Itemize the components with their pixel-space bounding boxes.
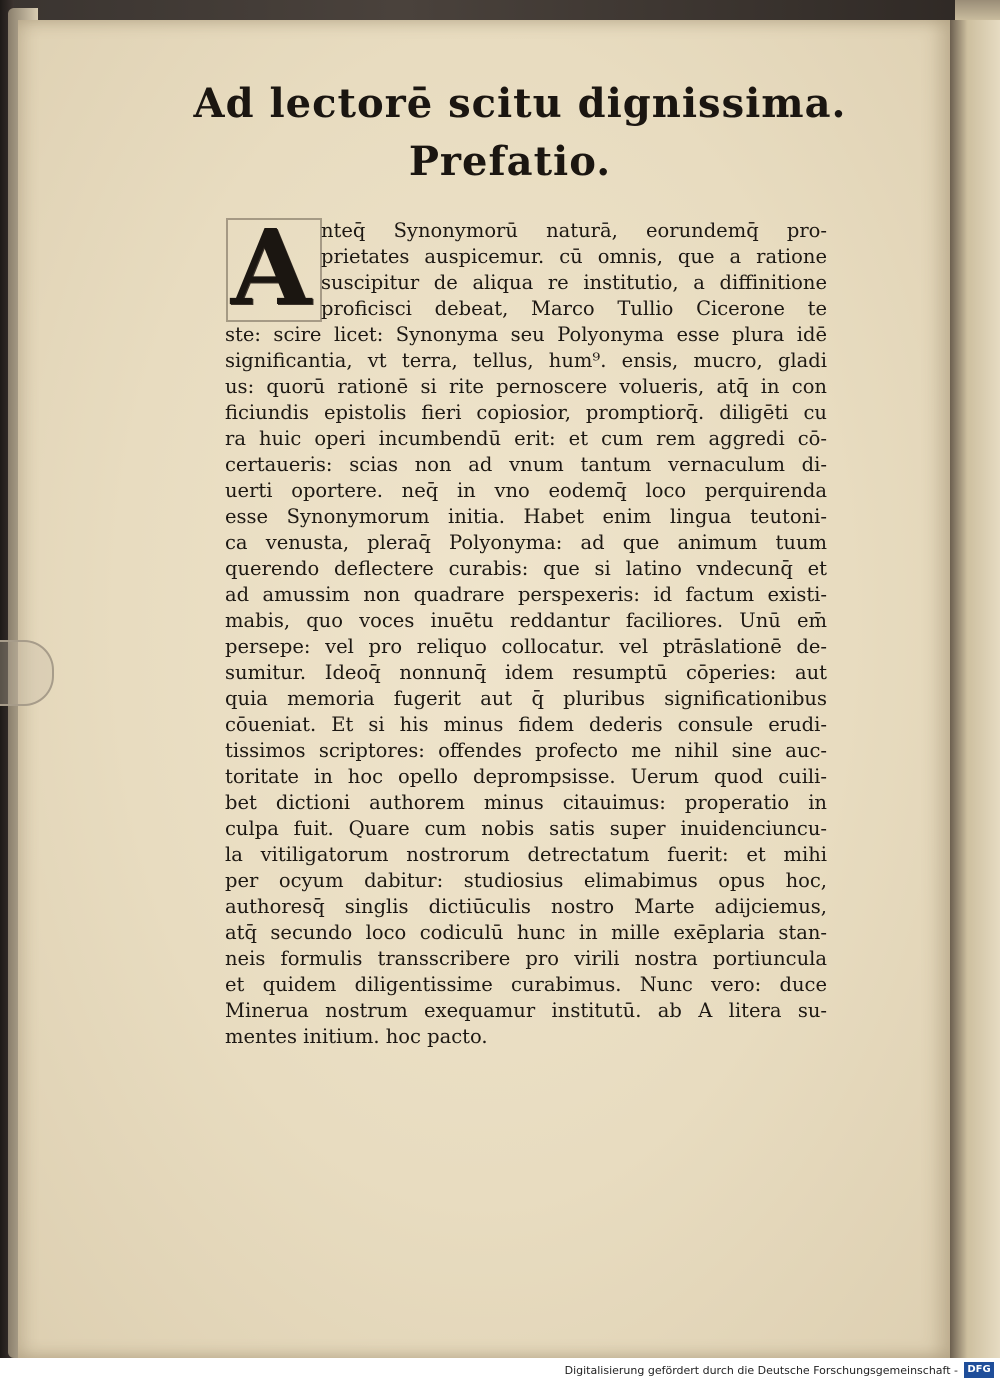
heading-line-1: Ad lectorē scitu dignissima. bbox=[193, 80, 847, 127]
text-line: ste: scire licet: Synonyma seu Polyonyma esse plura idē bbox=[225, 323, 827, 346]
text-line: mabis, quo voces inuētu reddantur faciliores. Unū em̄ bbox=[225, 609, 827, 632]
text-line: uerti oportere. neq̄ in vno eodemq̄ loco perquirenda bbox=[225, 479, 827, 502]
dfg-logo: DFG bbox=[964, 1362, 994, 1378]
text-line: prietates auspicemur. cū omnis, que a ratione bbox=[321, 245, 827, 268]
text-line: persepe: vel pro reliquo collocatur. vel ptrāslationē de- bbox=[225, 635, 827, 658]
text-line: suscipitur de aliqua re institutio, a diffinitione bbox=[321, 271, 827, 294]
text-line: authoresq̄ singlis dictiūculis nostro Marte adijciemus, bbox=[225, 895, 827, 918]
text-line: us: quorū rationē si rite pernoscere volueris, atq̄ in con bbox=[225, 375, 827, 398]
text-line: sumitur. Ideoq̄ nonnunq̄ idem resumptū cōperies: aut bbox=[225, 661, 827, 684]
page-edge-right bbox=[950, 20, 1000, 1358]
text-line: proficisci debeat, Marco Tullio Cicerone te bbox=[321, 297, 827, 320]
text-line: et quidem diligentissime curabimus. Nunc vero: duce bbox=[225, 973, 827, 996]
text-line: la vitiligatorum nostrorum detrectatum fuerit: et mihi bbox=[225, 843, 827, 866]
text-line: Minerua nostrum exequamur institutū. ab A litera su- bbox=[225, 999, 827, 1022]
text-line: atq̄ secundo loco codiculū hunc in mille exēplaria stan- bbox=[225, 921, 827, 944]
clasp-shape bbox=[0, 640, 54, 706]
text-line: significantia, vt terra, tellus, hum⁹. ensis, mucro, gladi bbox=[225, 349, 827, 372]
text-line: querendo deflectere curabis: que si latino vndecunq̄ et bbox=[225, 557, 827, 580]
funding-credit: Digitalisierung gefördert durch die Deutsche Forschungsgemeinschaft - bbox=[564, 1364, 958, 1377]
text-line: nteq̄ Synonymorū naturā, eorundemq̄ pro- bbox=[321, 219, 827, 242]
text-line: per ocyum dabitur: studiosius elimabimus opus hoc, bbox=[225, 869, 827, 892]
text-line: certaueris: scias non ad vnum tantum vernaculum di- bbox=[225, 453, 827, 476]
heading-line-2: Prefatio. bbox=[408, 138, 612, 185]
page-heading bbox=[0, 78, 1000, 188]
text-line: cōueniat. Et si his minus fidem dederis consule erudi- bbox=[225, 713, 827, 736]
text-line: bet dictioni authorem minus citauimus: properatio in bbox=[225, 791, 827, 814]
text-line: ra huic operi incumbendū erit: et cum rem aggredi cō- bbox=[225, 427, 827, 450]
text-line: esse Synonymorum initia. Habet enim lingua teutoni- bbox=[225, 505, 827, 528]
text-line: mentes initium. hoc pacto. bbox=[225, 1025, 488, 1048]
text-line: tissimos scriptores: offendes profecto me nihil sine auc- bbox=[225, 739, 827, 762]
text-line: quia memoria fugerit aut q̄ pluribus significationibus bbox=[225, 687, 827, 710]
text-line: culpa fuit. Quare cum nobis satis super inuidenciuncu- bbox=[225, 817, 827, 840]
text-line: ca venusta, pleraq̄ Polyonyma: ad que animum tuum bbox=[225, 531, 827, 554]
text-line: neis formulis transscribere pro virili nostra portiuncula bbox=[225, 947, 827, 970]
text-line: toritate in hoc opello deprompsisse. Uerum quod cuili- bbox=[225, 765, 827, 788]
text-line: ad amussim non quadrare perspexeris: id factum existi- bbox=[225, 583, 827, 606]
decorated-initial: A bbox=[230, 206, 312, 329]
preface-text bbox=[225, 206, 827, 1050]
text-line: ficiundis epistolis fieri copiosior, promptiorq̄. diligēti cu bbox=[225, 401, 827, 424]
